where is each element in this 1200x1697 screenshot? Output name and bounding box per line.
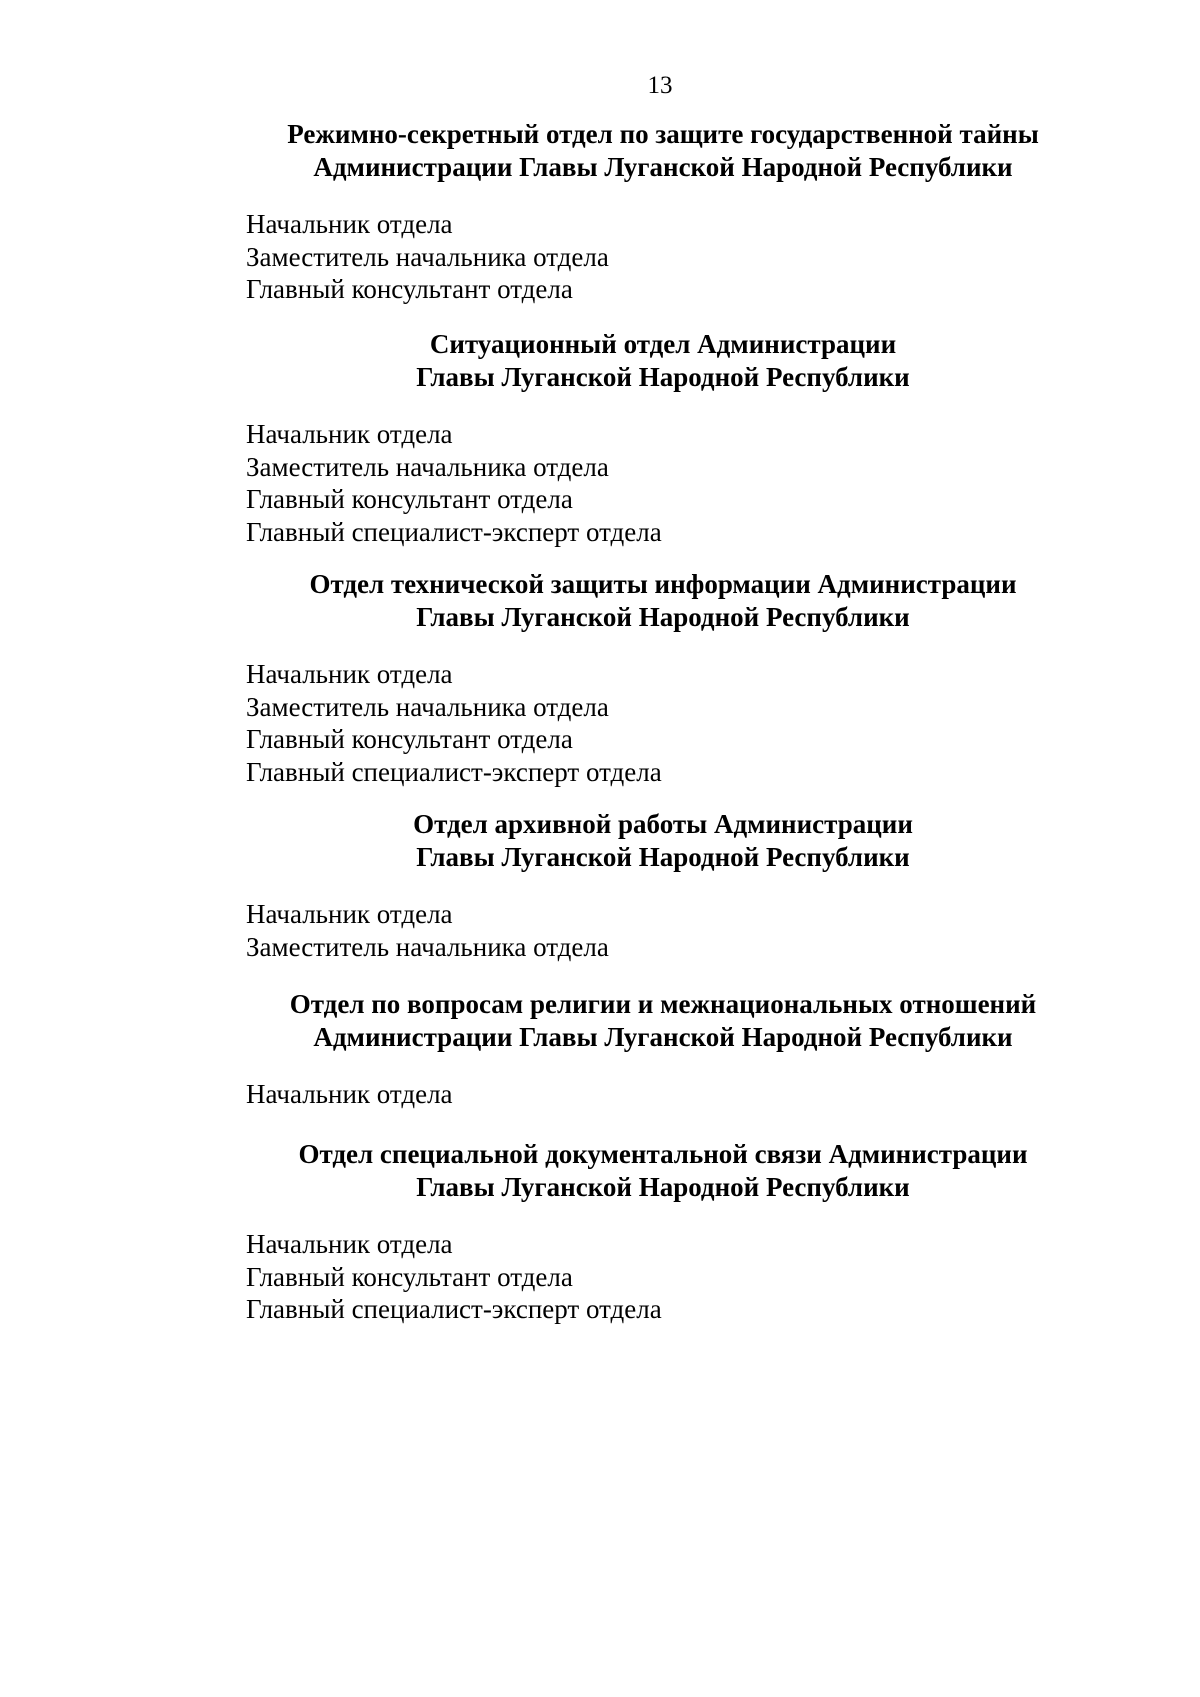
section-heading-line: Администрации Главы Луганской Народной Республики [313,151,1013,182]
page-number: 13 [647,72,673,99]
position-item: Начальник отдела [246,1079,453,1109]
section-heading-line: Администрации Главы Луганской Народной Республики [313,1021,1013,1052]
section-heading [0,118,1193,183]
section-heading-line: Отдел технической защиты информации Администрации [309,569,1017,599]
section-heading [0,328,1193,393]
position-item: Главный консультант отдела [246,274,573,304]
section-archive-department [0,808,1200,962]
section-situational-department [0,328,1200,547]
position-item: Заместитель начальника отдела [246,691,609,722]
section-heading [0,568,1193,633]
position-item: Заместитель начальника отдела [246,451,609,482]
section-heading-line: Ситуационный отдел Администрации [429,329,897,359]
position-item: Начальник отдела [246,209,453,239]
position-item: Начальник отдела [246,659,453,689]
section-technical-protection-department [0,568,1200,787]
position-item: Главный специалист-эксперт отдела [246,756,662,787]
positions-list [246,1078,453,1111]
positions-list [246,418,662,548]
section-heading [0,1138,1193,1203]
section-heading-line: Отдел специальной документальной связи Администрации [298,1139,1028,1169]
positions-list [246,658,662,788]
section-regime-secret-department [0,118,1200,304]
section-religion-department [0,988,1200,1109]
positions-list [246,208,609,306]
position-item: Заместитель начальника отдела [246,241,609,272]
section-heading-line: Режимно-секретный отдел по защите государственной тайны [287,119,1039,149]
positions-list [246,1228,662,1326]
position-item: Главный консультант отдела [246,1261,573,1292]
position-item: Главный консультант отдела [246,484,573,514]
position-item: Заместитель начальника отдела [246,931,609,962]
section-special-communication-department [0,1138,1200,1324]
section-heading-line: Главы Луганской Народной Республики [416,1171,910,1202]
position-item: Главный специалист-эксперт отдела [246,1294,662,1324]
position-item: Главный специалист-эксперт отдела [246,516,662,547]
section-heading-line: Отдел архивной работы Администрации [413,809,913,839]
section-heading-line: Главы Луганской Народной Республики [416,361,910,392]
section-heading [0,808,1193,873]
position-item: Начальник отдела [246,899,453,929]
section-heading-line: Главы Луганской Народной Республики [416,841,910,872]
position-item: Начальник отдела [246,1229,453,1259]
section-heading-line: Отдел по вопросам религии и межнациональных отношений [289,989,1037,1019]
section-heading [0,988,1193,1053]
position-item: Начальник отдела [246,419,453,449]
positions-list [246,898,609,963]
section-heading-line: Главы Луганской Народной Республики [416,601,910,632]
position-item: Главный консультант отдела [246,724,573,754]
